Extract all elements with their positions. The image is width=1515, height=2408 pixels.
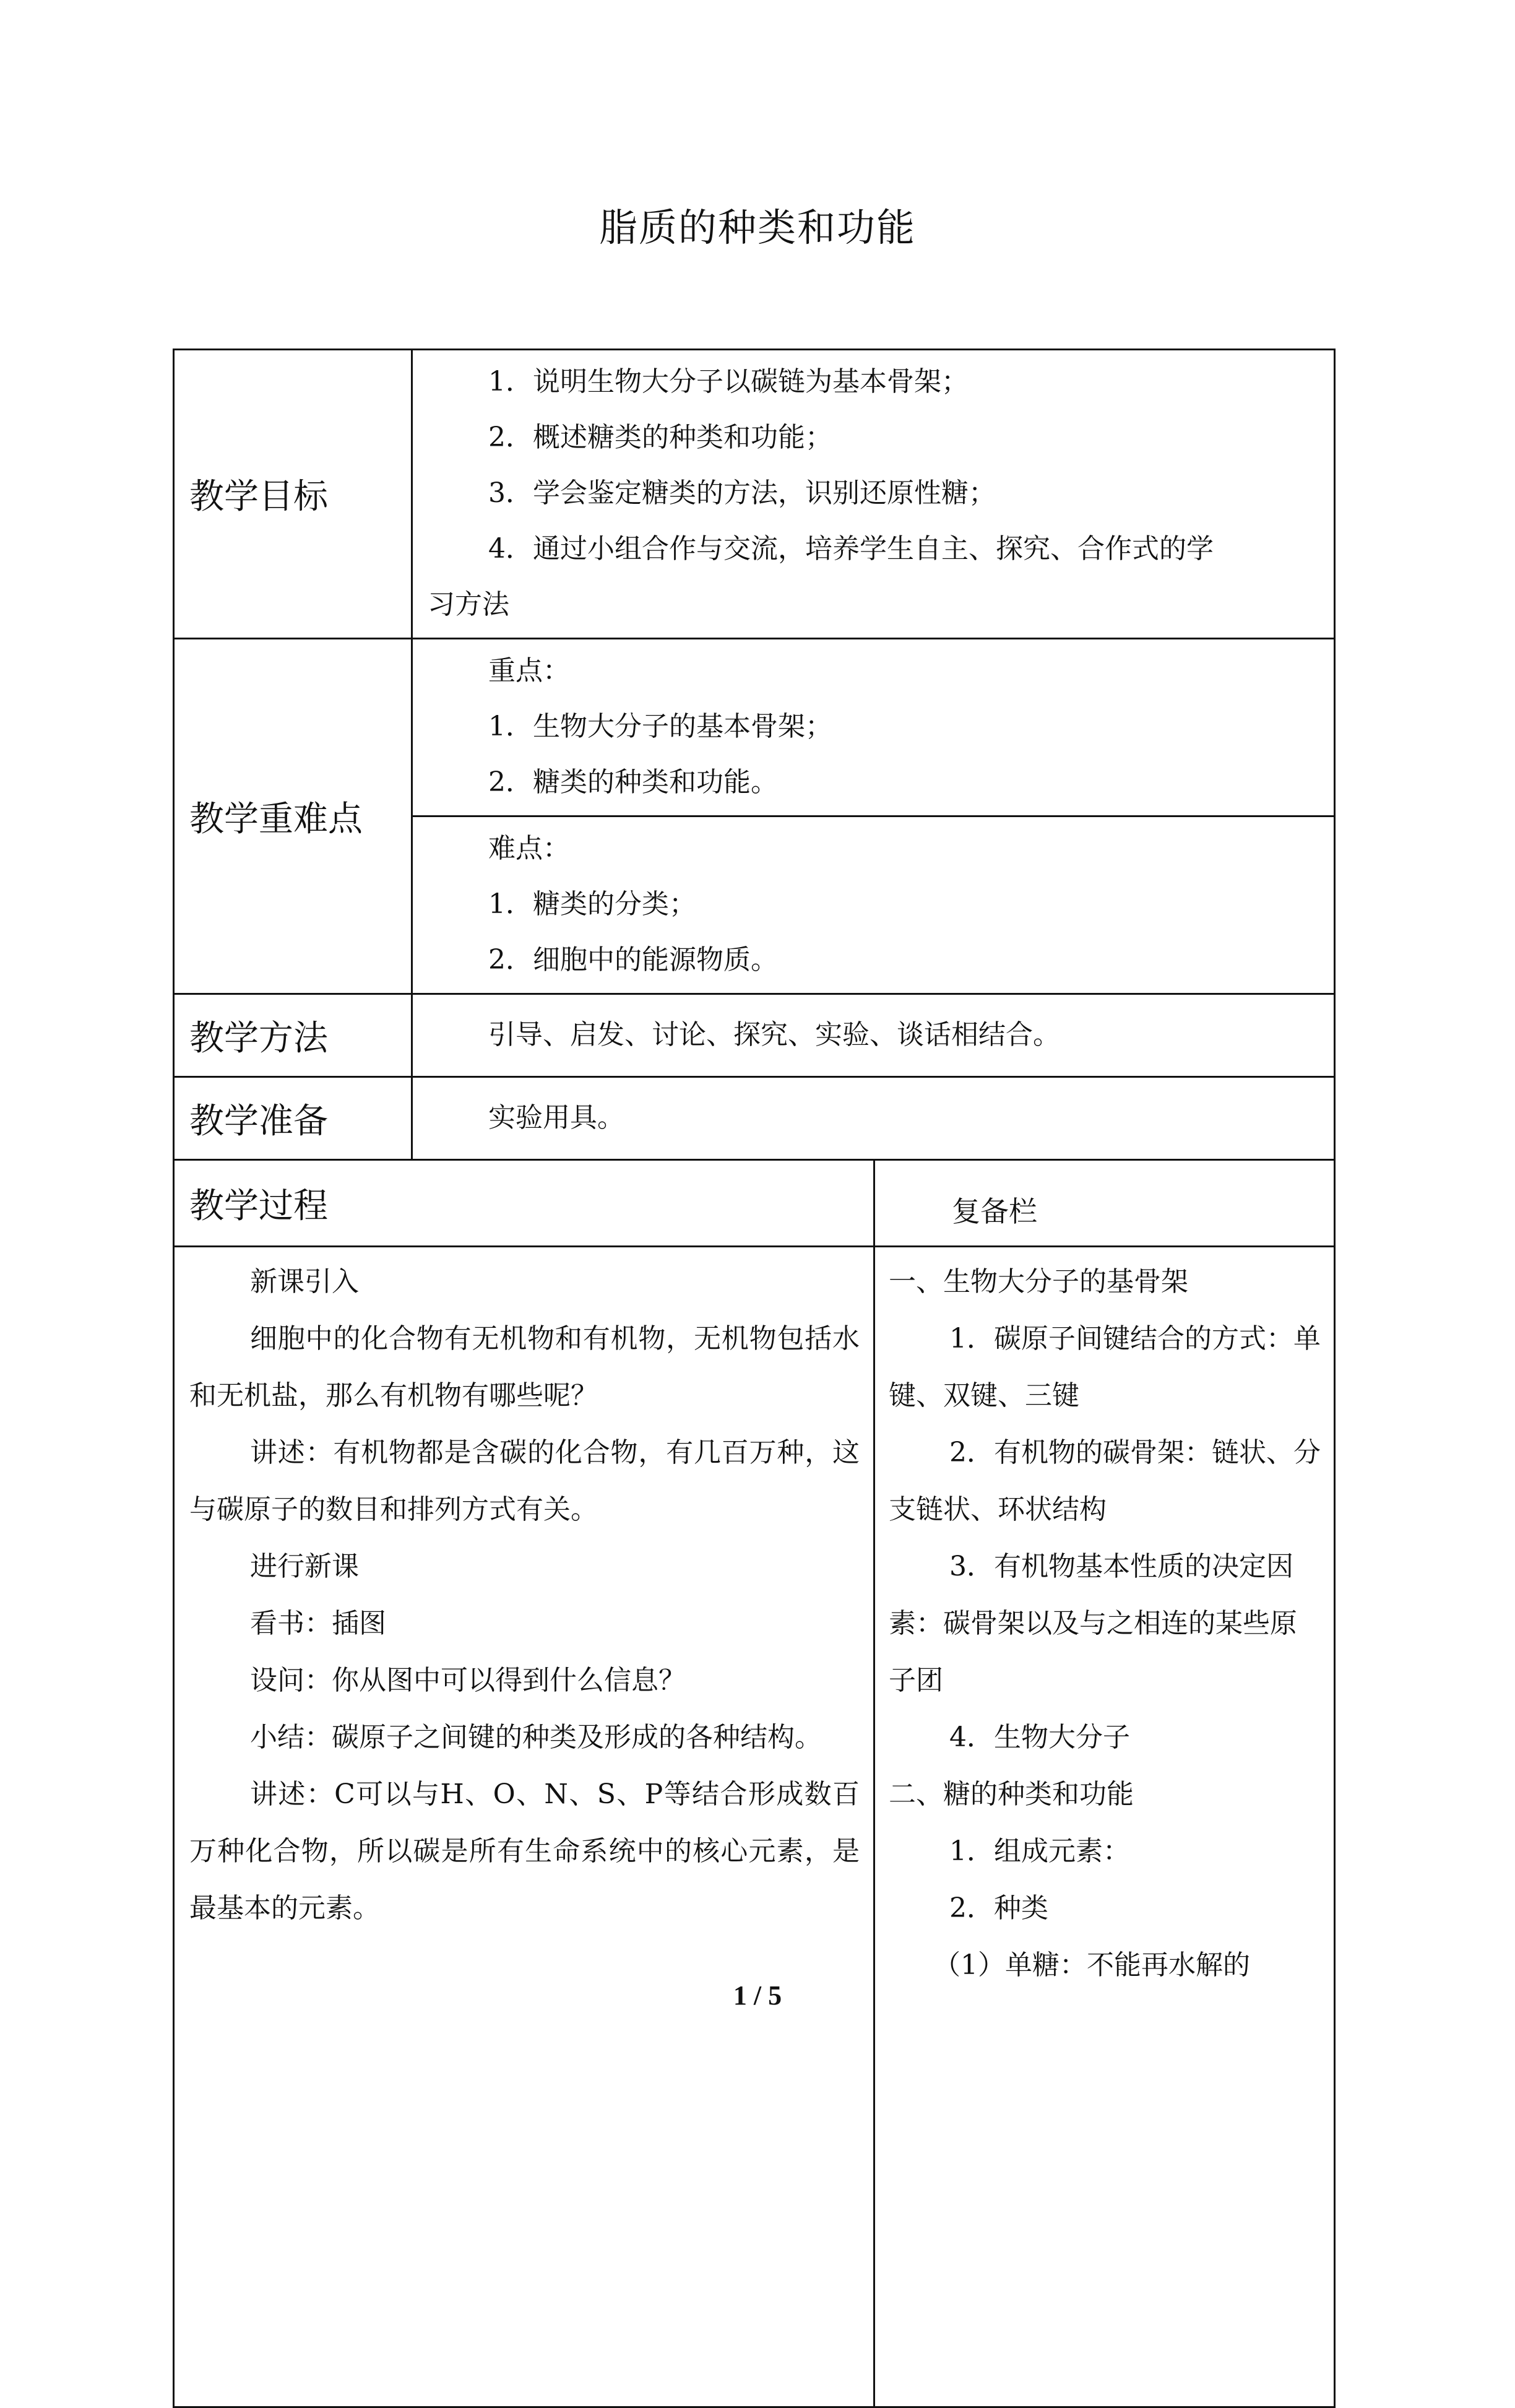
process-paragraph: 讲述：有机物都是含碳的化合物，有几百万种，这与碳原子的数目和排列方式有关。 [189,1437,860,1525]
objective-item: 习方法 [428,589,509,620]
side-notes-content [874,1247,1335,2407]
key-points-title: 重点： [488,655,570,686]
objectives-content [412,350,1335,639]
key-points-label: 教学重难点 [174,639,412,994]
methods-content [412,994,1335,1077]
process-header-row [174,1160,1335,1247]
side-item: 1．碳原子间键结合的方式：单键、双键、三键 [889,1323,1321,1411]
process-body-row [174,1247,1335,2407]
document-title: 脂质的种类和功能 [598,205,916,250]
difficult-points-title: 难点： [488,833,570,864]
methods-row [174,994,1335,1077]
side-item: 4．生物大分子 [949,1722,1130,1753]
objective-item: 3．学会鉴定糖类的方法，识别还原性糖； [488,477,996,509]
preparation-label: 教学准备 [174,1077,412,1160]
process-paragraph: 进行新课 [250,1551,359,1582]
key-points-content [412,639,1335,816]
difficult-points-content [412,816,1335,994]
key-points-row [174,639,1335,816]
process-main-content [174,1247,874,2407]
methods-label: 教学方法 [174,994,412,1077]
objective-item: 2．概述糖类的种类和功能； [488,422,832,453]
objective-item: 1．说明生物大分子以碳链为基本骨架； [488,366,969,397]
process-paragraph: 看书：插图 [250,1608,386,1639]
objective-item: 4．通过小组合作与交流，培养学生自主、探究、合作式的学 [488,533,1214,565]
difficult-point-item: 1．糖类的分类； [488,888,696,920]
side-item: 2．种类 [949,1892,1048,1924]
lesson-plan-table [173,349,1336,2408]
objectives-label: 教学目标 [174,350,412,639]
page-number: 1 / 5 [733,1980,782,2011]
key-point-item: 1．生物大分子的基本骨架； [488,711,832,742]
preparation-content [412,1077,1335,1160]
process-paragraph: 讲述：C可以与H、O、N、S、P等结合形成数百万种化合物，所以碳是所有生命系统中的核心元素，是最基本的元素。 [189,1778,860,1924]
side-notes-label [874,1160,1335,1247]
preparation-row [174,1077,1335,1160]
process-label: 教学过程 [174,1160,874,1247]
difficult-point-item: 2．细胞中的能源物质。 [488,944,778,976]
side-item: 1．组成元素： [949,1835,1130,1867]
process-paragraph: 细胞中的化合物有无机物和有机物，无机物包括水和无机盐，那么有机物有哪些呢？ [189,1323,860,1411]
process-paragraph: 新课引入 [250,1266,359,1297]
side-subitem: （1）单糖：不能再水解的 [933,1949,1250,1981]
preparation-value: 实验用具。 [488,1101,624,1133]
side-item: 3．有机物基本性质的决定因素：碳骨架以及与之相连的某些原子团 [889,1551,1297,1696]
side-item: 2．有机物的碳骨架：链状、分支链状、环状结构 [889,1437,1321,1525]
objectives-row [174,350,1335,639]
key-point-item: 2．糖类的种类和功能。 [488,766,778,798]
methods-value: 引导、启发、讨论、探究、实验、谈话相结合。 [488,1018,1060,1050]
process-paragraph: 小结：碳原子之间键的种类及形成的各种结构。 [250,1722,822,1753]
process-paragraph: 设问：你从图中可以得到什么信息？ [250,1665,686,1696]
side-section-heading: 一、生物大分子的基骨架 [889,1266,1188,1297]
side-notes-label-text: 复备栏 [952,1194,1037,1228]
side-section-heading: 二、糖的种类和功能 [889,1778,1134,1810]
